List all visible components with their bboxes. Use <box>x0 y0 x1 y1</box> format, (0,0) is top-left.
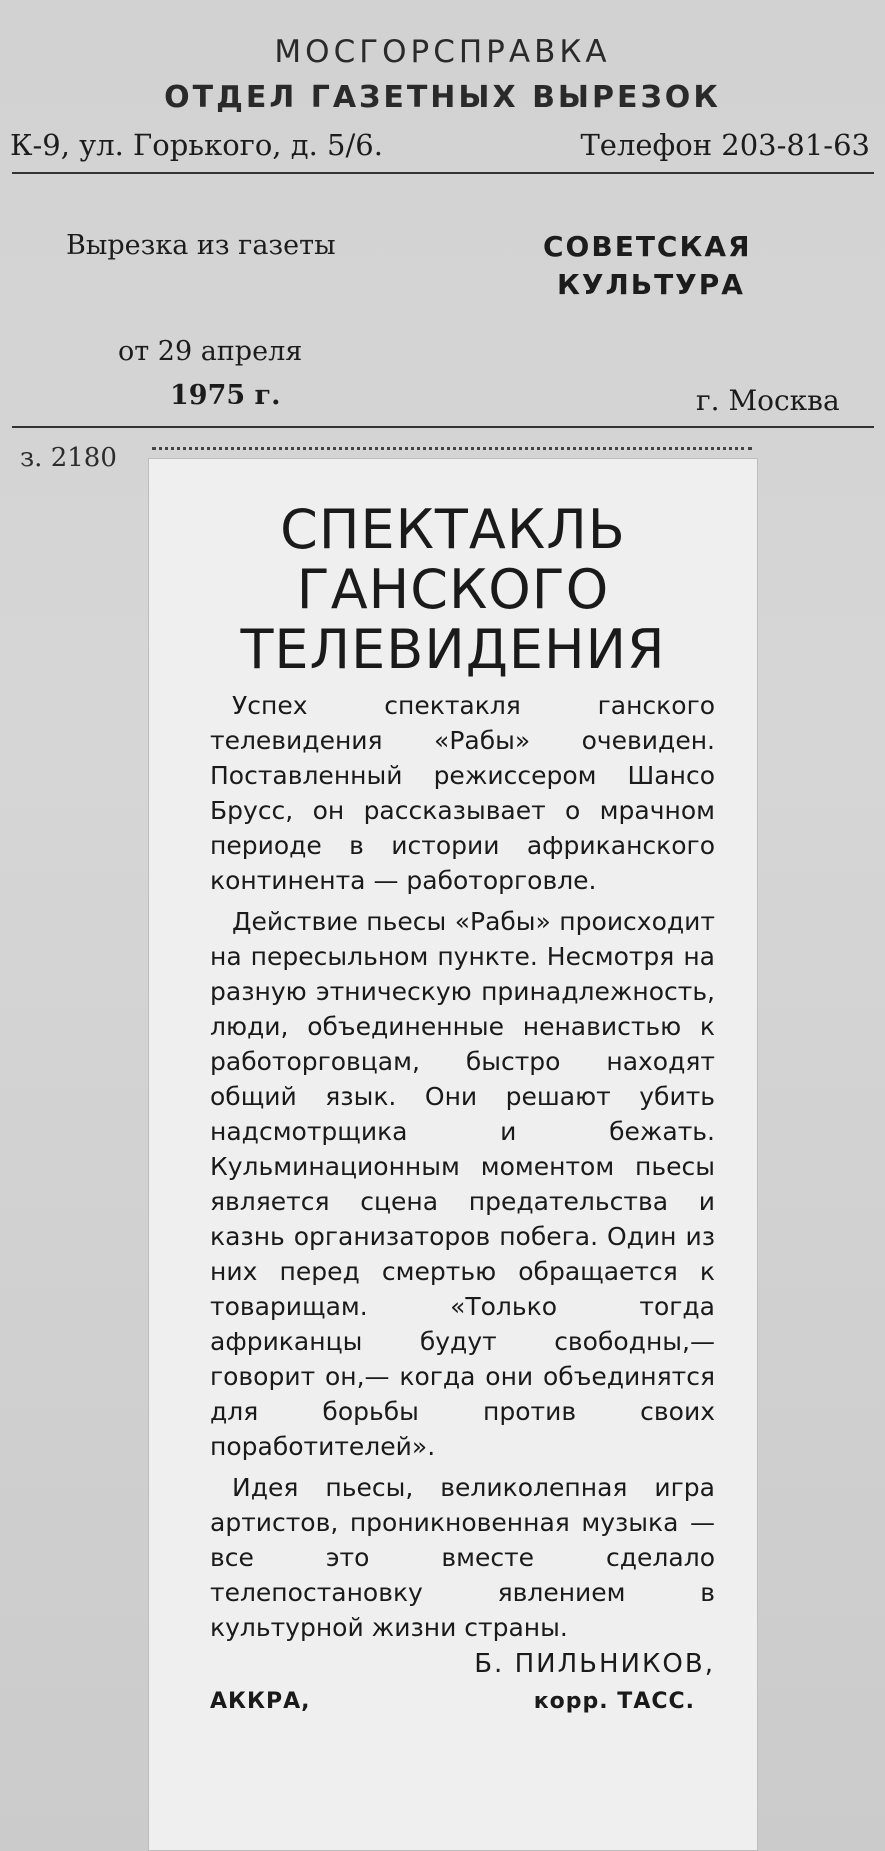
header-divider <box>12 172 874 174</box>
article-body <box>210 688 715 1716</box>
phone: Телефон 203-81-63 <box>580 128 870 162</box>
byline <box>210 1647 715 1682</box>
header-bottom-divider <box>12 426 874 428</box>
department-name: ОТДЕЛ ГАЗЕТНЫХ ВЫРЕЗОК <box>164 80 721 115</box>
date-day: от 29 апреля <box>118 336 303 367</box>
title-line: ТЕЛЕВИДЕНИЯ <box>240 618 666 681</box>
clipping-header <box>0 0 885 430</box>
article-paragraph: Действие пьесы «Рабы» происходит на пересыльном пункте. Несмотря на разную этническую принадлежность, люди, объединенные ненавистью к работорговцам, быстро находят общий язык. Они решают убить надсмотрщика и бежать. Кульминационным моментом пьесы является сцена предательства и казнь организаторов побега. Один из них перед смертью обращается к товарищам. «Только тогда африканцы будут свободны,— говорит он,— когда они объединятся для борьбы против своих поработителей». <box>210 907 715 1461</box>
place: АККРА, <box>210 1689 311 1714</box>
author: Б. ПИЛЬНИКОВ, <box>474 1649 715 1679</box>
source-label: Вырезка из газеты <box>66 230 336 261</box>
address: К-9, ул. Горького, д. 5/6. <box>10 128 383 162</box>
newspaper-name-line: СОВЕТСКАЯ <box>543 230 752 263</box>
article-paragraph: Успех спектакля ганского телевидения «Рабы» очевиден. Поставленный режиссером Шансо Брусс, он рассказывает о мрачном периоде в истории африканского континента — работорговле. <box>210 691 715 895</box>
city: г. Москва <box>696 384 840 417</box>
cut-line <box>152 447 752 450</box>
newspaper-name-line: КУЛЬТУРА <box>557 268 745 301</box>
article-title <box>148 500 758 680</box>
agency: корр. ТАСС. <box>533 1689 695 1714</box>
dateline <box>210 1682 715 1716</box>
title-line: ГАНСКОГО <box>296 558 610 621</box>
title-line: СПЕКТАКЛЬ <box>280 498 626 561</box>
newspaper-name <box>543 228 752 304</box>
article-paragraph: Идея пьесы, великолепная игра артистов, проникновенная музыка — все это вместе сделало телепостановку явлением в культурной жизни страны. <box>210 1473 715 1642</box>
org-name: МОСГОРСПРАВКА <box>274 34 611 70</box>
order-number: з. 2180 <box>20 443 117 473</box>
date-year: 1975 г. <box>170 380 281 411</box>
